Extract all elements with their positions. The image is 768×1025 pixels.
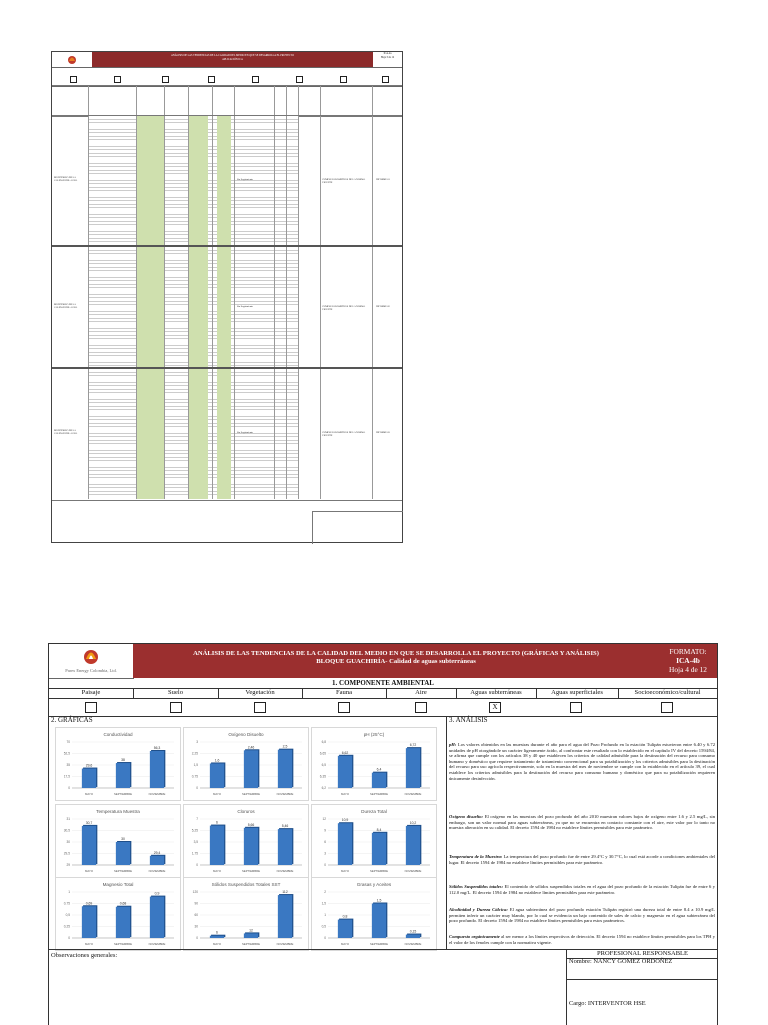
- bar: [82, 769, 96, 788]
- analysis-term: Oxígeno disuelto:: [449, 814, 484, 819]
- checkbox[interactable]: [252, 76, 259, 83]
- x-tick-label: NOVIEMBRE: [404, 792, 422, 796]
- checkbox-socioeconomico[interactable]: [661, 702, 673, 713]
- analisis-title: 3. ANÁLISIS: [449, 716, 488, 724]
- data-label: 0,9: [154, 891, 160, 896]
- y-tick-label: 0,25: [63, 924, 70, 929]
- data-label: 6: [216, 820, 218, 825]
- page-form-ica-4b: [48, 643, 718, 1025]
- data-label: 29,4: [153, 850, 161, 855]
- component-label-aguas-superficiales: Aguas superficiales: [536, 688, 619, 698]
- y-tick-label: 30,5: [63, 828, 70, 833]
- chart-title: Conductividad: [103, 732, 133, 737]
- y-tick-label: 6,8: [321, 740, 326, 745]
- bar: [150, 897, 164, 938]
- chart-title: Temperatura Muestra: [96, 809, 140, 814]
- y-tick-label: 0: [196, 863, 198, 868]
- x-tick-label: NOVIEMBRE: [404, 942, 422, 946]
- x-tick-label: NOVIEMBRE: [148, 792, 166, 796]
- table-section-2: [52, 245, 402, 369]
- header-subtitle-text: APLICACIÓN ICA: [222, 58, 243, 61]
- bar: [244, 828, 258, 865]
- format-label: FORMATO:: [669, 647, 707, 656]
- analysis-term: Sólidos Suspendidos totales:: [449, 884, 504, 889]
- y-tick-label: 5,25: [191, 828, 198, 833]
- bar: [244, 750, 258, 788]
- checkbox-vegetacion[interactable]: [254, 702, 266, 713]
- data-label: 0,15: [409, 929, 417, 934]
- chart-title: Cloruros: [237, 809, 255, 814]
- checkbox-suelo[interactable]: [170, 702, 182, 713]
- y-tick-label: 3,5: [193, 840, 198, 845]
- table-header: [52, 85, 402, 117]
- component-label-aire: Aire: [386, 688, 457, 698]
- bar: [244, 933, 258, 938]
- checkbox-aire[interactable]: [415, 702, 427, 713]
- x-tick-label: MAYO: [212, 869, 222, 873]
- x-tick-label: NOVIEMBRE: [276, 942, 294, 946]
- chart-grasas-aceites: [311, 877, 437, 951]
- analysis-text: El oxígeno en las muestras del pozo profundo del año 2010 muestran valores bajos de oxígeno entre 1.6 y 2.5 mg/L, sin embargo, son un valor normal para aguas subterráneas, ya que no se encuentra en contacto constante con el aire, este valor por lo tanto no muestra alteración en su calidad. El decreto 1594 de 1984 no establece límites permisibles para este parámetro.: [449, 814, 716, 831]
- y-tick-label: 6,5: [321, 763, 326, 768]
- bar: [210, 826, 224, 865]
- y-tick-label: 0,5: [321, 924, 326, 929]
- header-title-text: ANÁLISIS DE LAS TENDENCIAS DE LA CALIDAD DEL MEDIO EN QUE SE DESARROLLA EL PROYECTO: [171, 54, 294, 57]
- x-tick-label: MAYO: [212, 942, 222, 946]
- data-label: 6,72: [409, 743, 417, 748]
- sheet-number: Hoja 3 de 12: [380, 56, 395, 59]
- checkbox-aguas-superficiales[interactable]: [570, 702, 582, 713]
- component-label-aguas-subterraneas: Aguas subterráneas: [456, 688, 537, 698]
- component-label-vegetacion: Vegetación: [218, 688, 303, 698]
- form-footer: [52, 500, 402, 543]
- y-tick-label: 1,5: [193, 763, 198, 768]
- y-tick-label: 6,2: [321, 786, 326, 791]
- bar: [406, 826, 420, 865]
- data-label: 6: [216, 930, 218, 935]
- y-tick-label: 2,25: [191, 751, 198, 756]
- checkbox-fauna[interactable]: [338, 702, 350, 713]
- x-tick-label: NOVIEMBRE: [276, 869, 294, 873]
- bar: [150, 751, 164, 788]
- x-tick-label: SEPTIEMBRE: [241, 869, 261, 873]
- page-title: [133, 644, 659, 678]
- y-tick-label: 2: [324, 890, 326, 895]
- title-line-2: BLOQUE GUACHIRÍA- Calidad de aguas subterráneas: [316, 658, 476, 665]
- chart-solidos-suspendidos: [183, 877, 309, 951]
- checkbox[interactable]: [114, 76, 121, 83]
- section-code: INFORME 03: [376, 431, 390, 434]
- data-label: 0,69: [85, 901, 93, 906]
- y-tick-label: 3: [324, 851, 326, 856]
- bar: [278, 750, 292, 788]
- checkbox[interactable]: [208, 76, 215, 83]
- chart-conductividad: [55, 727, 181, 801]
- component-label-suelo: Suelo: [133, 688, 219, 698]
- x-tick-label: NOVIEMBRE: [404, 869, 422, 873]
- chart-magnesio-total: [55, 877, 181, 951]
- checkbox-aguas-subterraneas[interactable]: X: [489, 702, 501, 713]
- logo-caption: Parex Energy Colombia, Ltd.: [65, 668, 117, 673]
- bar: [116, 842, 130, 865]
- chart-temperatura: [55, 804, 181, 878]
- y-tick-label: 0,5: [65, 913, 70, 918]
- x-tick-label: MAYO: [84, 869, 94, 873]
- bar: [116, 763, 130, 788]
- format-code: ICA-4b: [676, 656, 700, 665]
- y-tick-label: 52,5: [63, 751, 70, 756]
- x-tick-label: MAYO: [340, 942, 350, 946]
- sheet-number: Hoja 4 de 12: [669, 665, 707, 674]
- company-logo: [49, 644, 134, 679]
- x-tick-label: SEPTIEMBRE: [113, 869, 133, 873]
- data-label: 12: [249, 928, 253, 933]
- section-compliance: CUMPLE PARÁMETROS DE LA NORMA VIGENTE: [322, 178, 365, 184]
- analysis-term: pH:: [449, 742, 457, 747]
- data-label: 0,68: [119, 901, 127, 906]
- format-box: [373, 52, 402, 67]
- analysis-term: Alcalinidad y Dureza Cálcica:: [449, 907, 508, 912]
- y-tick-label: 0,75: [191, 774, 198, 779]
- bar: [338, 823, 352, 865]
- table-section-1: [52, 115, 402, 246]
- page-form-ica-4a: [51, 51, 403, 543]
- y-tick-label: 0: [196, 936, 198, 941]
- data-label: 5,46: [281, 824, 289, 829]
- bar: [372, 904, 386, 939]
- y-tick-label: 6,65: [319, 751, 326, 756]
- table-section-3: [52, 367, 402, 499]
- bar: [278, 829, 292, 865]
- x-tick-label: MAYO: [212, 792, 222, 796]
- header-title: [92, 52, 373, 67]
- y-tick-label: 6,35: [319, 774, 326, 779]
- responsable-cargo: Cargo: INTERVENTOR HSE: [566, 980, 717, 1025]
- analysis-text: El contenido de sólidos suspendidos totales en el agua del pozo profundo de la estación Tulipán fue de entre 6 y 112.0 mg/L. El decreto 1594 de 1984 no establece límites permisibles para este parámetro.: [449, 884, 716, 895]
- y-tick-label: 9: [324, 828, 326, 833]
- bar: [338, 756, 352, 788]
- bar: [210, 763, 224, 788]
- component-section-title: 1. COMPONENTE AMBIENTAL: [49, 678, 717, 689]
- section-code: INFORME 02: [376, 305, 390, 308]
- chart-title: Oxígeno Disuelto: [228, 732, 264, 737]
- bar: [338, 920, 352, 938]
- y-tick-label: 29,5: [63, 851, 70, 856]
- bar: [82, 826, 96, 865]
- chart-dureza-total: [311, 804, 437, 878]
- analysis-temperatura: [449, 854, 715, 865]
- data-label: 56,3: [153, 746, 161, 751]
- analysis-oxigeno: [449, 814, 715, 831]
- y-tick-label: 0: [68, 786, 70, 791]
- data-label: 5,66: [247, 822, 255, 827]
- y-tick-label: 12: [322, 817, 326, 822]
- x-tick-label: MAYO: [340, 869, 350, 873]
- data-label: 1,6: [214, 758, 220, 763]
- data-label: 10,2: [409, 820, 417, 825]
- y-tick-label: 0: [324, 863, 326, 868]
- section-result: Sin Seguimiento: [237, 431, 253, 434]
- analysis-text: La temperatura del pozo profundo fue de entre 29.4°C y 30.7°C, lo cual está acorde a condiciones ambientales del lugar. El decreto 1594 de 1984 no establece límites permisibles para este parámetro.: [449, 854, 716, 865]
- checkbox[interactable]: [340, 76, 347, 83]
- y-tick-label: 1: [68, 890, 70, 895]
- x-tick-label: SEPTIEMBRE: [113, 942, 133, 946]
- chart-cloruros: [183, 804, 309, 878]
- x-tick-label: SEPTIEMBRE: [241, 942, 261, 946]
- section-label: MONITOREO DE LA CALIDAD DEL AGUA: [54, 303, 78, 309]
- y-tick-label: 31: [66, 817, 70, 822]
- data-label: 8,4: [376, 827, 382, 832]
- analysis-term: Temperatura de la Muestra:: [449, 854, 503, 859]
- x-tick-label: NOVIEMBRE: [148, 942, 166, 946]
- component-label-paisaje: Paisaje: [49, 688, 134, 698]
- bar: [82, 906, 96, 938]
- chart-title: Grasas y Aceites: [356, 882, 392, 887]
- checkbox[interactable]: [296, 76, 303, 83]
- y-tick-label: 30: [194, 924, 198, 929]
- component-checkbox-row: [49, 698, 717, 717]
- format-box: [659, 644, 717, 678]
- y-tick-label: 35: [66, 763, 70, 768]
- section-code: INFORME 01: [376, 178, 390, 181]
- x-tick-label: SEPTIEMBRE: [369, 942, 389, 946]
- analysis-alcalinidad: [449, 907, 715, 924]
- x-tick-label: MAYO: [340, 792, 350, 796]
- x-tick-label: NOVIEMBRE: [148, 869, 166, 873]
- x-tick-label: NOVIEMBRE: [276, 792, 294, 796]
- chart-title: Magnesio Total: [102, 882, 134, 887]
- chart-title: pH (25°C): [363, 732, 385, 737]
- data-label: 1,5: [376, 898, 382, 903]
- section-label: MONITOREO DE LA CALIDAD DEL AGUA: [54, 176, 78, 182]
- analysis-text: El agua subterránea del pozo profundo estación Tulipán registró una dureza total de entre 8.4 a 10.9 mg/L permiten inferir un carácter muy blando, por lo cual se evidencia un bajo contenido de sales de calcio y magnesio en el agua subterránea del pozo profundo. El decreto 1594 de 1984 no establece límites permisibles para estos parámetros.: [449, 907, 715, 924]
- y-tick-label: 1,75: [191, 851, 198, 856]
- data-label: 6,4: [376, 767, 382, 772]
- analysis-ph: [449, 742, 715, 781]
- analysis-text: Los valores obtenidos en las muestras durante el año para el agua del Pozo Profundo en la estación Tulipán estuvieron entre 6.40 y 6.72 unidades de pH otorgándole un carácter ligeramente ácido, al confrontar este resultado con lo establecido en el capítulo IV del decreto 1594/84, se afirma que cumple con los artículos 38 y 40 que establecen los criterios de calidad admisible para la destinación del recurso para consumo humano y doméstico que requiere tratamiento de tratamiento convencional para su potabilización y los criterios admisibles para la destinación del recurso para uso agrícola respectivamente, solo en la muestra del mes de noviembre se cumple con lo establecido en el artículo 39, el cual establece los criterios admisibles para la destinación del recurso para consumo humano y doméstico que para su potabilización requieren únicamente desinfección.: [449, 742, 715, 781]
- x-tick-label: MAYO: [84, 792, 94, 796]
- checkbox[interactable]: [382, 76, 389, 83]
- y-tick-label: 0: [196, 786, 198, 791]
- company-logo: [52, 52, 93, 67]
- analysis-compuestos: [449, 934, 715, 945]
- data-label: 38: [121, 758, 125, 763]
- section-compliance: CUMPLE PARÁMETROS DE LA NORMA VIGENTE: [322, 305, 365, 311]
- chart-title: Dureza Total: [361, 809, 387, 814]
- section-result: Sin Seguimiento: [237, 178, 253, 181]
- bar: [406, 935, 420, 938]
- checkbox-paisaje[interactable]: [85, 702, 97, 713]
- bar: [372, 833, 386, 865]
- y-tick-label: 70: [66, 740, 70, 745]
- y-tick-label: 1: [324, 913, 326, 918]
- responsable-nombre: Nombre: NANCY GOMEZ ORDOÑEZ: [566, 958, 717, 980]
- chart-ph: [311, 727, 437, 801]
- component-label-fauna: Fauna: [302, 688, 387, 698]
- component-label-socioeconomico: Socioeconómico/cultural: [634, 689, 701, 696]
- analysis-text: al ser menor a los límites respectivos de detección. El decreto 1594 no establece límites permisibles para los TPH y el valor de los fenoles cumple con la normativa vigente.: [449, 934, 715, 945]
- data-label: 2,5: [282, 744, 288, 749]
- x-tick-label: SEPTIEMBRE: [113, 792, 133, 796]
- checkbox[interactable]: [70, 76, 77, 83]
- analysis-solidos: [449, 884, 715, 895]
- y-tick-label: 0: [68, 936, 70, 941]
- component-checkbox-row: [52, 67, 402, 87]
- section-label: MONITOREO DE LA CALIDAD DEL AGUA: [54, 429, 78, 435]
- data-label: 2,46: [247, 745, 255, 750]
- x-tick-label: SEPTIEMBRE: [241, 792, 261, 796]
- data-label: 30,7: [85, 820, 93, 825]
- bar: [278, 895, 292, 938]
- observaciones-label: Observaciones generales:: [51, 952, 118, 959]
- x-tick-label: MAYO: [84, 942, 94, 946]
- analysis-term: Compuesto orgánicamente: [449, 934, 500, 939]
- y-tick-label: 30: [66, 840, 70, 845]
- y-tick-label: 17,5: [63, 774, 70, 779]
- bar: [406, 748, 420, 788]
- data-label: 10,9: [341, 818, 349, 823]
- y-tick-label: 29: [66, 863, 70, 868]
- bar: [150, 856, 164, 865]
- bar: [116, 907, 130, 938]
- y-tick-label: 90: [194, 901, 198, 906]
- x-tick-label: SEPTIEMBRE: [369, 869, 389, 873]
- profesional-responsable-label: PROFESIONAL RESPONSABLE: [566, 950, 718, 959]
- checkbox[interactable]: [162, 76, 169, 83]
- data-label: 112: [282, 890, 288, 895]
- data-label: 29,6: [85, 763, 93, 768]
- graficas-title: 2. GRÁFICAS: [51, 716, 93, 724]
- form-header: [52, 52, 402, 67]
- format-code: ICA-4a: [383, 52, 392, 55]
- y-tick-label: 60: [194, 913, 198, 918]
- data-label: 30: [121, 837, 125, 841]
- y-tick-label: 7: [196, 817, 198, 822]
- chart-title: Sólidos Suspendidos Totales SST: [211, 882, 281, 887]
- y-tick-label: 0,75: [63, 901, 70, 906]
- y-tick-label: 3: [196, 740, 198, 745]
- section-result: Sin Seguimiento: [237, 305, 253, 308]
- title-line-1: ANÁLISIS DE LAS TENDENCIAS DE LA CALIDAD DEL MEDIO EN QUE SE DESARROLLA EL PROYECTO (GRÁFICAS Y ANÁLISIS): [193, 650, 599, 657]
- data-label: 6,62: [341, 750, 349, 755]
- y-tick-label: 1,5: [321, 901, 326, 906]
- section-compliance: CUMPLE PARÁMETROS DE LA NORMA VIGENTE: [322, 431, 365, 437]
- y-tick-label: 120: [192, 890, 198, 895]
- y-tick-label: 6: [324, 840, 326, 845]
- x-tick-label: SEPTIEMBRE: [369, 792, 389, 796]
- chart-oxigeno-disuelto: [183, 727, 309, 801]
- y-tick-label: 0: [324, 936, 326, 941]
- bar: [372, 773, 386, 788]
- bar: [210, 936, 224, 938]
- data-label: 0,8: [342, 914, 348, 919]
